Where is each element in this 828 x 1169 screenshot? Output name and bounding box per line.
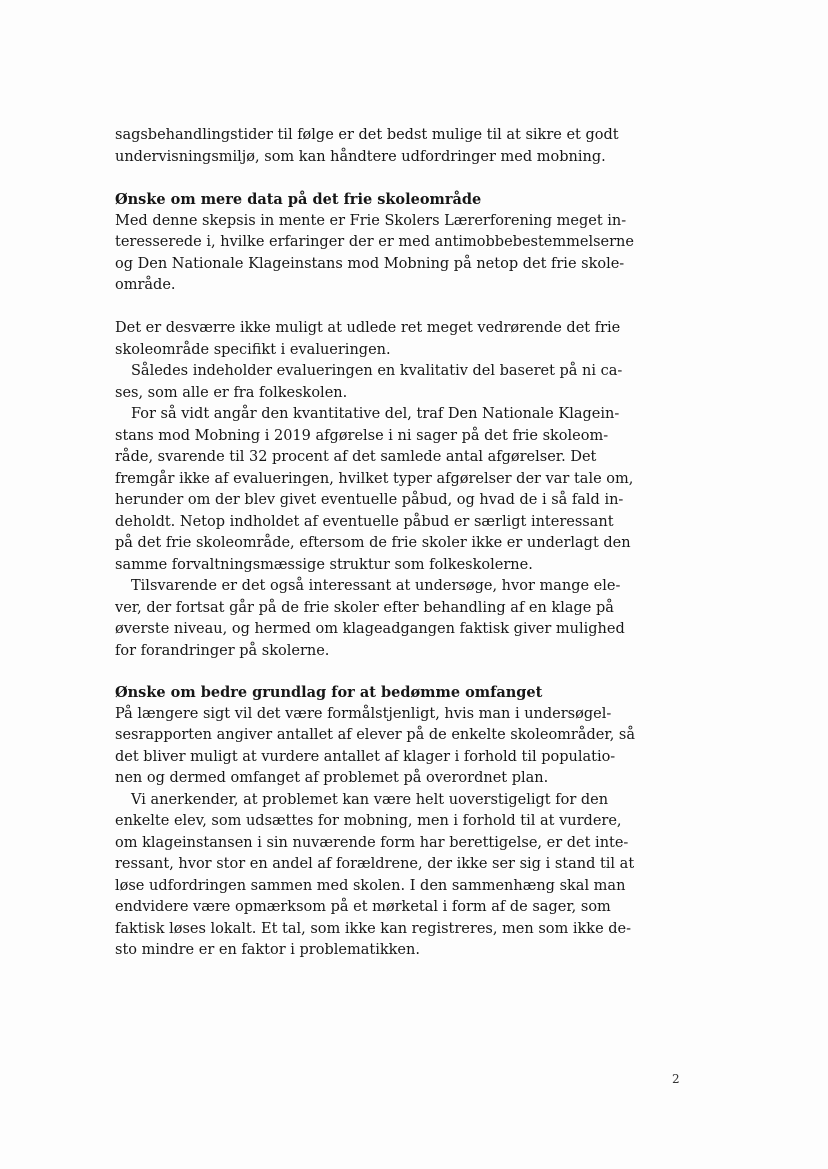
text-line: Med denne skepsis in mente er Frie Skolers Lærerforening meget in- — [115, 212, 627, 229]
text-line: løse udfordringen sammen med skolen. I den sammenhæng skal man — [115, 877, 626, 894]
section-heading: Ønske om bedre grundlag for at bedømme omfanget — [115, 684, 543, 701]
section-heading: Ønske om mere data på det frie skoleområde — [115, 191, 482, 208]
text-line: Det er desværre ikke muligt at udlede ret meget vedrørende det frie — [115, 320, 621, 336]
text-line: ressant, hvor stor en andel af forældrene, der ikke ser sig i stand til at — [115, 856, 635, 872]
page-number: 2 — [672, 1072, 680, 1086]
section-better-basis — [115, 682, 636, 962]
text-line: fremgår ikke af evalueringen, hvilket typer afgørelser der var tale om, — [115, 470, 634, 487]
text-line: ses, som alle er fra folkeskolen. — [115, 384, 348, 401]
text-line: herunder om der blev givet eventuelle påbud, og hvad de i så fald in- — [115, 492, 624, 508]
text-line: undervisningsmiljø, som kan håndtere udfordringer med mobning. — [115, 148, 606, 165]
text-line: ver, der fortsat går på de frie skoler efter behandling af en klage på — [115, 599, 614, 616]
text-line: og Den Nationale Klageinstans mod Mobning på netop det frie skole- — [115, 255, 625, 272]
text-line: stans mod Mobning i 2019 afgørelse i ni sager på det frie skoleom- — [115, 427, 609, 444]
text-line: faktisk løses lokalt. Et tal, som ikke kan registreres, men som ikke de- — [115, 920, 632, 937]
text-line: skoleområde specifikt i evalueringen. — [115, 341, 391, 358]
section-more-data — [115, 189, 634, 297]
text-line: enkelte elev, som udsættes for mobning, men i forhold til at vurdere, — [115, 813, 622, 829]
text-line: sagsbehandlingstider til følge er det bedst mulige til at sikre et godt — [115, 127, 619, 143]
text-line: For så vidt angår den kvantitative del, traf Den Nationale Klagein- — [131, 406, 620, 422]
intro-paragraph — [115, 125, 619, 168]
text-line: for forandringer på skolerne. — [115, 642, 330, 659]
text-line: det bliver muligt at vurdere antallet af klager i forhold til populatio- — [115, 748, 616, 765]
text-line: råde, svarende til 32 procent af det samlede antal afgørelser. Det — [115, 449, 597, 465]
text-line: område. — [115, 277, 176, 293]
text-line: På længere sigt vil det være formålstjenligt, hvis man i undersøgel- — [115, 705, 612, 722]
text-line: deholdt. Netop indholdet af eventuelle påbud er særligt interessant — [115, 513, 614, 530]
text-line: Tilsvarende er det også interessant at undersøge, hvor mange ele- — [131, 578, 621, 594]
text-line: øverste niveau, og hermed om klageadgangen faktisk giver mulighed — [115, 621, 625, 637]
text-line: Således indeholder evalueringen en kvalitativ del baseret på ni ca- — [131, 363, 623, 379]
text-line: om klageinstansen i sin nuværende form har berettigelse, er det inte- — [115, 834, 629, 851]
text-line: sto mindre er en faktor i problematikken. — [115, 942, 420, 958]
text-line: på det frie skoleområde, eftersom de frie skoler ikke er underlagt den — [115, 535, 631, 551]
text-line: Vi anerkender, at problemet kan være helt uoverstigeligt for den — [131, 791, 609, 808]
text-line: teresserede i, hvilke erfaringer der er med antimobbebestemmelserne — [115, 234, 634, 250]
section-evaluation — [115, 318, 634, 662]
text-line: samme forvaltningsmæssige struktur som folkeskolerne. — [115, 556, 533, 573]
text-line: nen og dermed omfanget af problemet på overordnet plan. — [115, 770, 549, 786]
text-line: sesrapporten angiver antallet af elever på de enkelte skoleområder, så — [115, 727, 636, 743]
text-line: endvidere være opmærksom på et mørketal i form af de sager, som — [115, 899, 611, 915]
